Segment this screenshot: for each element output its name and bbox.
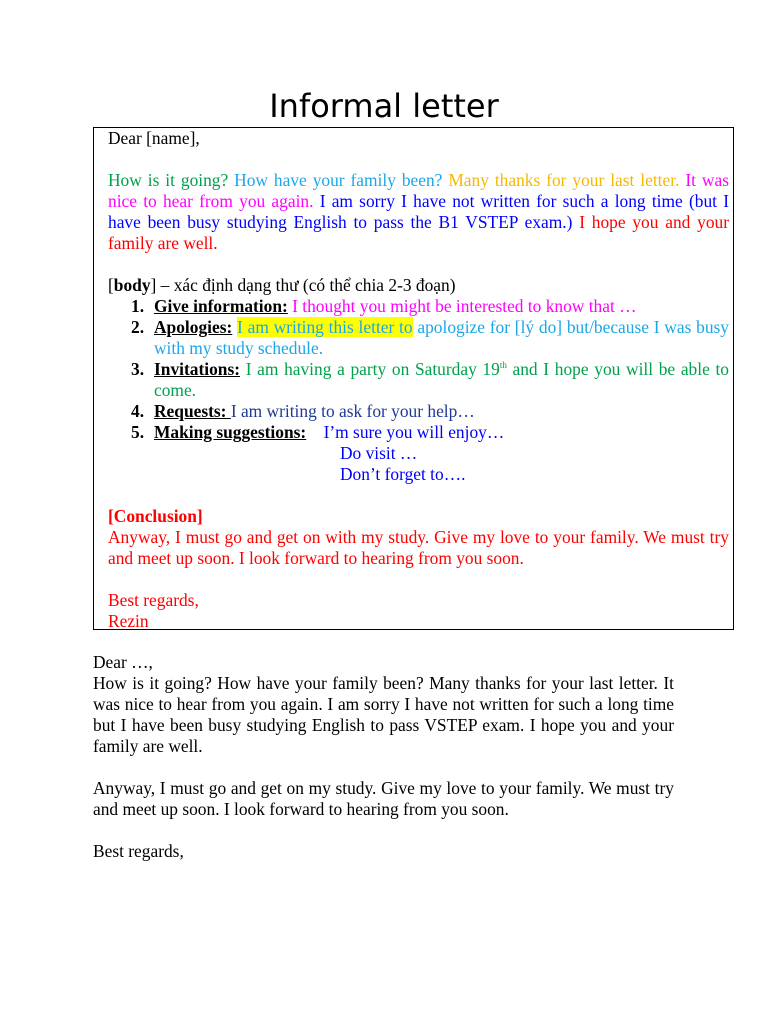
body-note: [body] – xác định dạng thư (có thể chia 2-3 đoạn) (108, 275, 456, 295)
sample-letter (93, 652, 674, 862)
body-items-list (108, 296, 729, 443)
conclusion-label: [Conclusion] (108, 506, 203, 526)
item-text: I am having a party on Saturday 19th and I hope you will be able to come. (154, 359, 729, 400)
item-highlight: I am writing this letter to (237, 317, 413, 337)
list-item: 3. Invitations: I am having a party on Saturday 19th and I hope you will be able to come. (131, 359, 729, 400)
body-note-bold: body (113, 275, 151, 295)
template-closing: Best regards, (108, 590, 199, 610)
intro-sentence-2: How have your family been? (234, 170, 443, 190)
intro-sentence-4: It was nice to hear from you again. (108, 170, 729, 211)
intro-sentence-3: Many thanks for your last letter. (448, 170, 680, 190)
template-greeting: Dear [name], (108, 128, 200, 148)
document-title: Informal letter (269, 87, 499, 125)
intro-sentence-6: I hope you and your family are well. (108, 212, 730, 253)
item-text: I am writing to ask for your help… (230, 401, 475, 421)
item-label: Give information: (154, 296, 288, 316)
template-intro-paragraph (108, 170, 729, 254)
item-label: Making suggestions: (154, 422, 307, 442)
intro-sentence-5: I am sorry I have not written for such a long time (but I have been busy studying English to pass the B1 VSTEP exam.) (108, 191, 729, 232)
template-signature: Rezin (108, 611, 149, 631)
sample-paragraph-1: How is it going? How have your family been? Many thanks for your last letter. It was nice to hear from you again. I am sorry I have not written for such a long time but I have been busy studying English to pass VSTEP exam. I hope you and your family are well. (93, 673, 674, 756)
item-text: I’m sure you will enjoy… (306, 422, 505, 442)
letter-template-content (108, 128, 729, 632)
suggestion-extra-1: Do visit … (340, 443, 418, 463)
sample-closing: Best regards, (93, 841, 184, 861)
sample-paragraph-2: Anyway, I must go and get on my study. Give my love to your family. We must try and meet up soon. I look forward to hearing from you soon. (93, 778, 674, 819)
item-label: Invitations: (154, 359, 241, 379)
item-text: apologize for [lý do] but/because I was busy with my study schedule. (154, 317, 729, 358)
item-label: Requests: (154, 401, 231, 421)
conclusion-text: Anyway, I must go and get on with my study. Give my love to your family. We must try and meet up soon. I look forward to hearing from you soon. (108, 527, 729, 568)
intro-sentence-1: How is it going? (108, 170, 229, 190)
list-item: 1. Give information: I thought you might be interested to know that … (131, 296, 637, 316)
list-item: 5. Making suggestions: I’m sure you will enjoy… (131, 422, 505, 442)
item-text: I thought you might be interested to know that … (287, 296, 637, 316)
sample-greeting: Dear …, (93, 652, 153, 672)
suggestion-extra-2: Don’t forget to…. (340, 464, 466, 484)
item-label: Apologies: (154, 317, 233, 337)
list-item: 2. Apologies: I am writing this letter to apologize for [lý do] but/because I was busy with my study schedule. (131, 317, 729, 358)
letter-template-box (93, 127, 734, 630)
list-item: 4. Requests: I am writing to ask for your help… (131, 401, 475, 421)
